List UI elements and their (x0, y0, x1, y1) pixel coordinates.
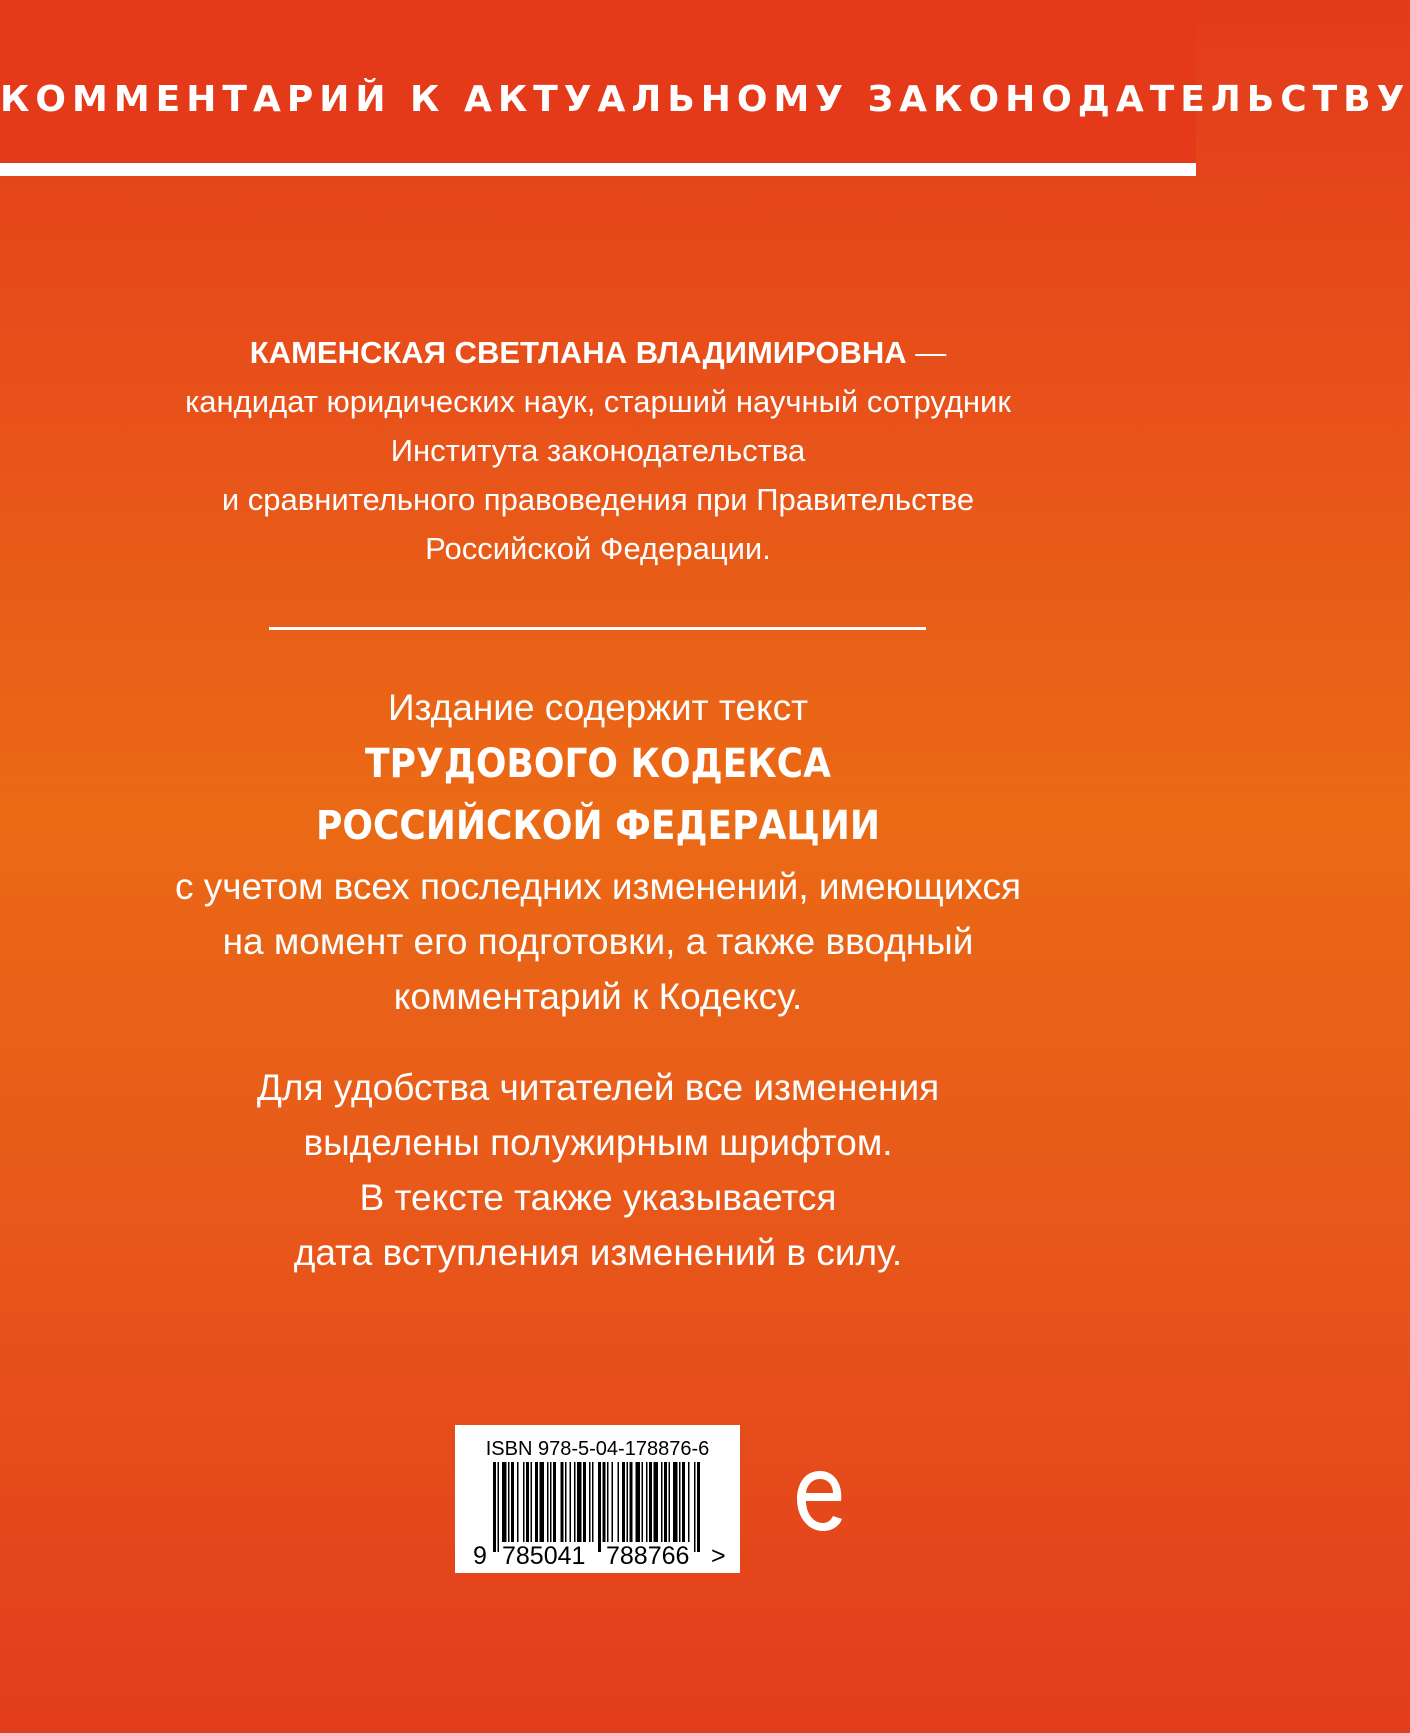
barcode-bar (577, 1462, 582, 1542)
edition-details-line: на момент его подготовки, а также вводный (222, 921, 974, 962)
barcode-bar (649, 1462, 652, 1542)
barcode-bar (570, 1462, 572, 1542)
barcode-bar (498, 1462, 500, 1552)
barcode-bar (565, 1462, 567, 1542)
author-dash: — (906, 335, 947, 370)
barcode-tail: > (711, 1542, 726, 1570)
barcode-lead-digit: 9 (473, 1542, 487, 1570)
barcode-bar (661, 1462, 663, 1542)
barcode-bar (627, 1462, 629, 1542)
barcode-bar (502, 1462, 507, 1542)
author-bio-line: кандидат юридических наук, старший научный сотрудник (185, 384, 1011, 419)
barcode-digits-left: 785041 (502, 1542, 586, 1570)
reader-note-line: В тексте также указывается (359, 1177, 837, 1218)
barcode-bar (642, 1462, 644, 1542)
barcode-bar (517, 1462, 519, 1542)
edition-details-line: комментарий к Кодексу. (393, 976, 803, 1017)
isbn-label: ISBN 978-5-04-178876-6 (485, 1438, 710, 1460)
barcode-bar (508, 1462, 510, 1542)
barcode-bar (547, 1462, 549, 1542)
barcode-bar (526, 1462, 529, 1542)
barcode-bar (630, 1462, 633, 1542)
series-title: КОММЕНТАРИЙ К АКТУАЛЬНОМУ ЗАКОНОДАТЕЛЬСТВУ (0, 79, 1410, 120)
barcode-bar (682, 1462, 685, 1542)
section-divider (269, 627, 926, 630)
code-title-line: ТРУДОВОГО КОДЕКСА (365, 741, 831, 787)
barcode-bar (592, 1462, 594, 1542)
code-title-line: РОССИЙСКОЙ ФЕДЕРАЦИИ (315, 803, 881, 849)
barcode-bar (535, 1462, 538, 1542)
barcode-bar (607, 1462, 609, 1542)
barcode-bar (550, 1462, 552, 1542)
author-block (0, 328, 1196, 573)
edition-details (0, 859, 1196, 1024)
barcode-bar (574, 1462, 576, 1542)
barcode-bar (553, 1462, 556, 1542)
barcode-bar (523, 1462, 525, 1542)
barcode-bar (561, 1462, 564, 1542)
barcode-bar (618, 1462, 620, 1542)
barcode-bar (493, 1462, 496, 1552)
barcode-bar (598, 1462, 601, 1552)
barcode-bar (612, 1462, 614, 1542)
reader-note (0, 1060, 1196, 1280)
barcode-bar (531, 1462, 533, 1542)
barcode-bar (603, 1462, 606, 1542)
barcode-bar (697, 1462, 700, 1552)
edition-intro: Издание содержит текст (387, 687, 809, 728)
header-rule (0, 163, 1196, 176)
code-title (60, 733, 1136, 857)
eksmo-logo-icon (793, 1463, 845, 1537)
reader-note-line: выделены полужирным шрифтом. (303, 1122, 893, 1163)
barcode-bars (455, 1425, 740, 1573)
barcode-bar (540, 1462, 545, 1542)
author-bio-line: Института законодательства (390, 433, 806, 468)
barcode-bar (664, 1462, 667, 1542)
author-name-line (0, 328, 1196, 377)
barcode-bar (511, 1462, 514, 1542)
barcode-bar (679, 1462, 681, 1542)
reader-note-line: Для удобства читателей все изменения (256, 1067, 940, 1108)
barcode-bar (646, 1462, 648, 1542)
barcode-digits-right: 788766 (606, 1542, 690, 1570)
barcode-bar (622, 1462, 625, 1542)
barcode-bar (673, 1462, 678, 1542)
barcode-bar (654, 1462, 659, 1542)
barcode-bar (669, 1462, 671, 1542)
author-name: КАМЕНСКАЯ СВЕТЛАНА ВЛАДИМИРОВНА (249, 335, 907, 370)
barcode-bar (688, 1462, 690, 1542)
edition-details-line: с учетом всех последних изменений, имеющихся (174, 866, 1022, 907)
barcode-bar (636, 1462, 641, 1542)
barcode-bar (583, 1462, 586, 1542)
barcode-bar (694, 1462, 696, 1552)
author-bio-line: Российской Федерации. (425, 531, 771, 566)
barcode-bar (589, 1462, 591, 1542)
reader-note-line: дата вступления изменений в силу. (293, 1232, 903, 1273)
barcode-box (455, 1425, 740, 1573)
author-bio-line: и сравнительного правоведения при Правительстве (221, 482, 975, 517)
